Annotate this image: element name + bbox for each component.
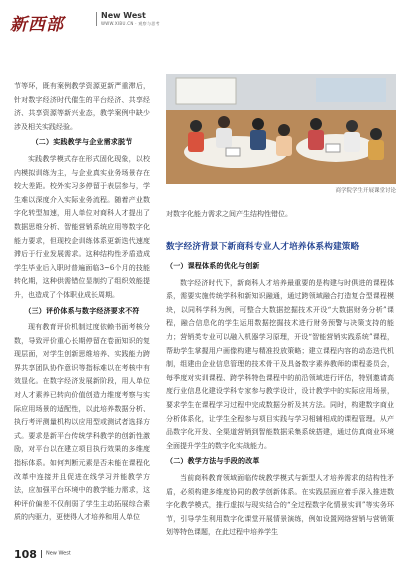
right-column-continuation [166, 208, 394, 222]
page-number: 108 [14, 548, 37, 561]
page-footer [14, 543, 71, 562]
paragraph: 现有教育评价机制过度依赖书面考核分数，导致评价重心长期停留在卷面知识的复现层面，对学生创新思维培养、实践能力跨界共享团队协作意识等指标难以在考核中有效显化。在数字经济发展新阶段，用人单位对人才素养已转向价值创造力维度考察与实际应用场景的适配性，以此培养数据分析、执行考评测量机构以应用型或测试者选择方式。要求是新平台传统学科教学的创新性激励，对平台以在建立项目执行效果的多维度指标体系。如何判断元素是否未能在课程化改革中连接并且促进在线学习并能教学方法，应加强平台环境中的教学能力需求，这种评价偏差不仅削弱了学生主动拓展综合素质的内驱力，更使得人才培养和用人单位 [14, 323, 150, 522]
paragraph: 对数字化能力需求之间产生结构性错位。 [166, 210, 292, 218]
classroom-photo [166, 74, 396, 184]
magazine-logo: 新西部 [10, 15, 64, 35]
paragraph: 节等环，既有案例教学资源更新严重滞后，针对数字经济时代催生的平台经济、共享经济、共享资源等新兴业态，教学案例中缺少涉及相关实践经验。 [14, 82, 150, 131]
paragraph: 实践教学模式存在形式固化现象，以校内模拟训练为主，与企业真实业务场景存在较大差距。校外实习多停留于表层参与，学生难以深度介入实际业务流程。随着产业数字化转型加速，用人单位对商科人才提出了数据思维分析、智能营销系统应用等数字化能力要求，但现校企训练体系更新迭代速度滞后于行业发展需求。这种结构性矛盾造成学生毕业后入职时普遍面临3~6个月的技能转化期，这种供需错位显制约了组织效能提升，也造成了个体职业成长周期。 [14, 154, 150, 299]
left-column [14, 80, 150, 525]
section-heading: （二）教学方法与手段的改革 [166, 457, 260, 466]
footer-magazine-name: New West [45, 550, 71, 557]
logo-subtitle: WWW.XIBU.CN · 观察与思考 [101, 21, 160, 26]
masthead [8, 8, 398, 44]
section-heading: （三）评价体系与数字经济要求不符 [24, 306, 140, 315]
paragraph: 数字经济时代下，新商科人才培养最重要的是构建与时俱进的课程体系，需要实施传统学科和新知识融通，通过跨领域融合打造复合型课程模块，以同科学科为例，可整合大数据挖掘技术开设“大数据财务分析”课程，融合信息化的学生运用数据挖掘技术进行财务预警与决策支持的能力；营销类专业可以融入机器学习原理，开设“智能营销实践系统”课程，帮助学生掌握用户画像构建与精准投放策略；建立课程内容的动态迭代机制，组建由企业信息管理的技术骨干及具备数字素养教师的课程委员会，每季度对实训课程、跨学科特色课程中的前沿领域进行评估，特别邀请高度行业信息化建设学科专家参与教学设计，设计教学中的实际应用场景，要求学生在课程学习过程中完成数据分析及其方法。同时，构建数字商业分析体系化，让学生全程参与项目实践与学习相辅相成的课程管理。从产品数字化开发、全渠道营销到智能数据采集系统搭建，通过仿真商业环境全面提升学生的数字化实战能力。 [166, 278, 394, 450]
section-heading: （二）实践教学与企业需求脱节 [31, 138, 133, 147]
logo-english-name: New West [101, 11, 146, 20]
paragraph: 当前商科教育领域面临传统教学模式与新型人才培养需求的结构性矛盾，必须构建多维度协同的教学创新体系。在实践层面应着手深入推进数字化教学模式，推行虚拟与现实结合的“全过程数字化情景实训”等实务环节，引导学生利用数字化课堂开展情景演练，例如设置网络营销与营销策划等特色课题，在此过程中培养学生 [166, 473, 394, 537]
article-section-title: 数字经济背景下新商科专业人才培养体系构建策略 [166, 242, 360, 252]
photo-caption: 商学院学生开展课堂讨论 [335, 188, 396, 194]
footer-divider [41, 550, 42, 558]
magazine-logo-english [96, 12, 160, 26]
classroom-photo-illustration [166, 74, 396, 184]
right-column [166, 258, 394, 540]
section-heading: （一）课程体系的优化与创新 [166, 262, 260, 270]
